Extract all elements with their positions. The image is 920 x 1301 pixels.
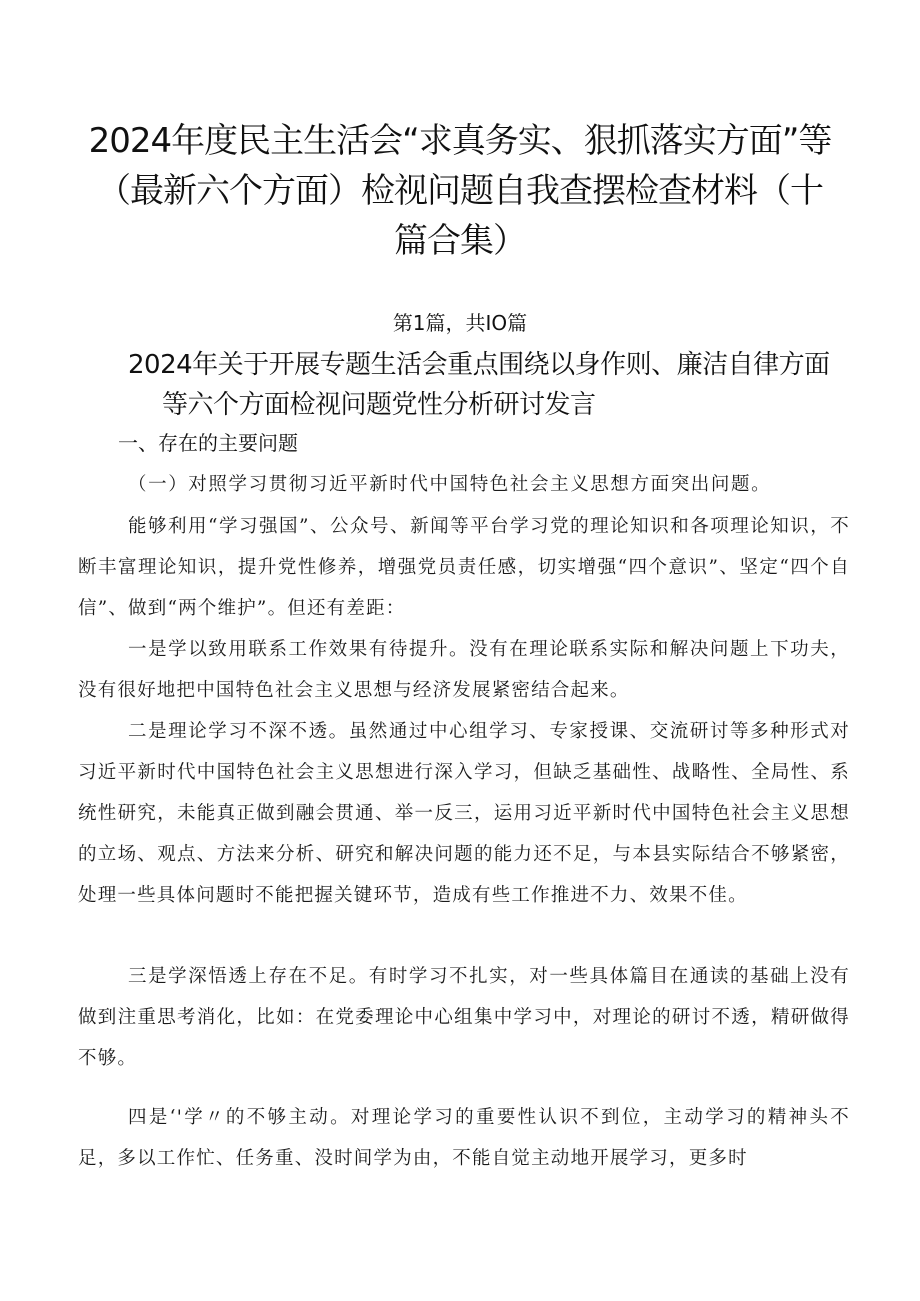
title-line-1: 2024年度民主生活会“求真务实、狠抓落实方面”等 bbox=[88, 121, 832, 161]
paragraph: 二是理论学习不深不透。虽然通过中心组学习、专家授课、交流研讨等多种形式对习近平新时代中国特色社会主义思想进行深入学习，但缺乏基础性、战略性、全局性、系统性研究，未能真正做到融会贯通、举一反三，运用习近平新时代中国特色社会主义思想的立场、观点、方法来分析、研究和解决问题的能力还不足，与本县实际结合不够紧密，处理一些具体问题时不能把握关键环节，造成有些工作推进不力、效果不佳。 bbox=[78, 721, 850, 906]
section-heading: 一、存在的主要问题 bbox=[118, 431, 298, 455]
part-label: 第1篇，共IO篇 bbox=[392, 311, 528, 335]
paragraph: 四是‘'学〃的不够主动。对理论学习的重要性认识不到位，主动学习的精神头不足，多以工作忙、任务重、没时间学为由，不能自觉主动地开展学习，更多时 bbox=[78, 1107, 850, 1169]
title-line-3: 篇合集） bbox=[394, 221, 526, 261]
subtitle-line-2: 等六个方面检视问题党性分析研讨发言 bbox=[162, 390, 596, 420]
title-line-2: （最新六个方面）检视问题自我查摆检查材料（十 bbox=[97, 171, 823, 211]
document-title bbox=[60, 116, 860, 266]
paragraph: 三是学深悟透上存在不足。有时学习不扎实，对一些具体篇目在通读的基础上没有做到注重思考消化，比如：在党委理论中心组集中学习中，对理论的研讨不透，精研做得不够。 bbox=[78, 966, 850, 1069]
paragraph: 能够利用“学习强国”、公众号、新闻等平台学习党的理论知识和各项理论知识，不断丰富理论知识，提升党性修养，增强党员责任感，切实增强“四个意识”、坚定“四个自信”、做到“两个维护”。但还有差距： bbox=[78, 516, 850, 619]
subtitle-line-1: 2024年关于开展专题生活会重点围绕以身作则、廉洁自律方面 bbox=[128, 350, 830, 380]
paragraph: 一是学以致用联系工作效果有待提升。没有在理论联系实际和解决问题上下功夫，没有很好地把中国特色社会主义思想与经济发展紧密结合起来。 bbox=[78, 639, 850, 701]
paragraph-subheading: （一）对照学习贯彻习近平新时代中国特色社会主义思想方面突出问题。 bbox=[128, 474, 772, 495]
article-subtitle bbox=[100, 345, 880, 425]
